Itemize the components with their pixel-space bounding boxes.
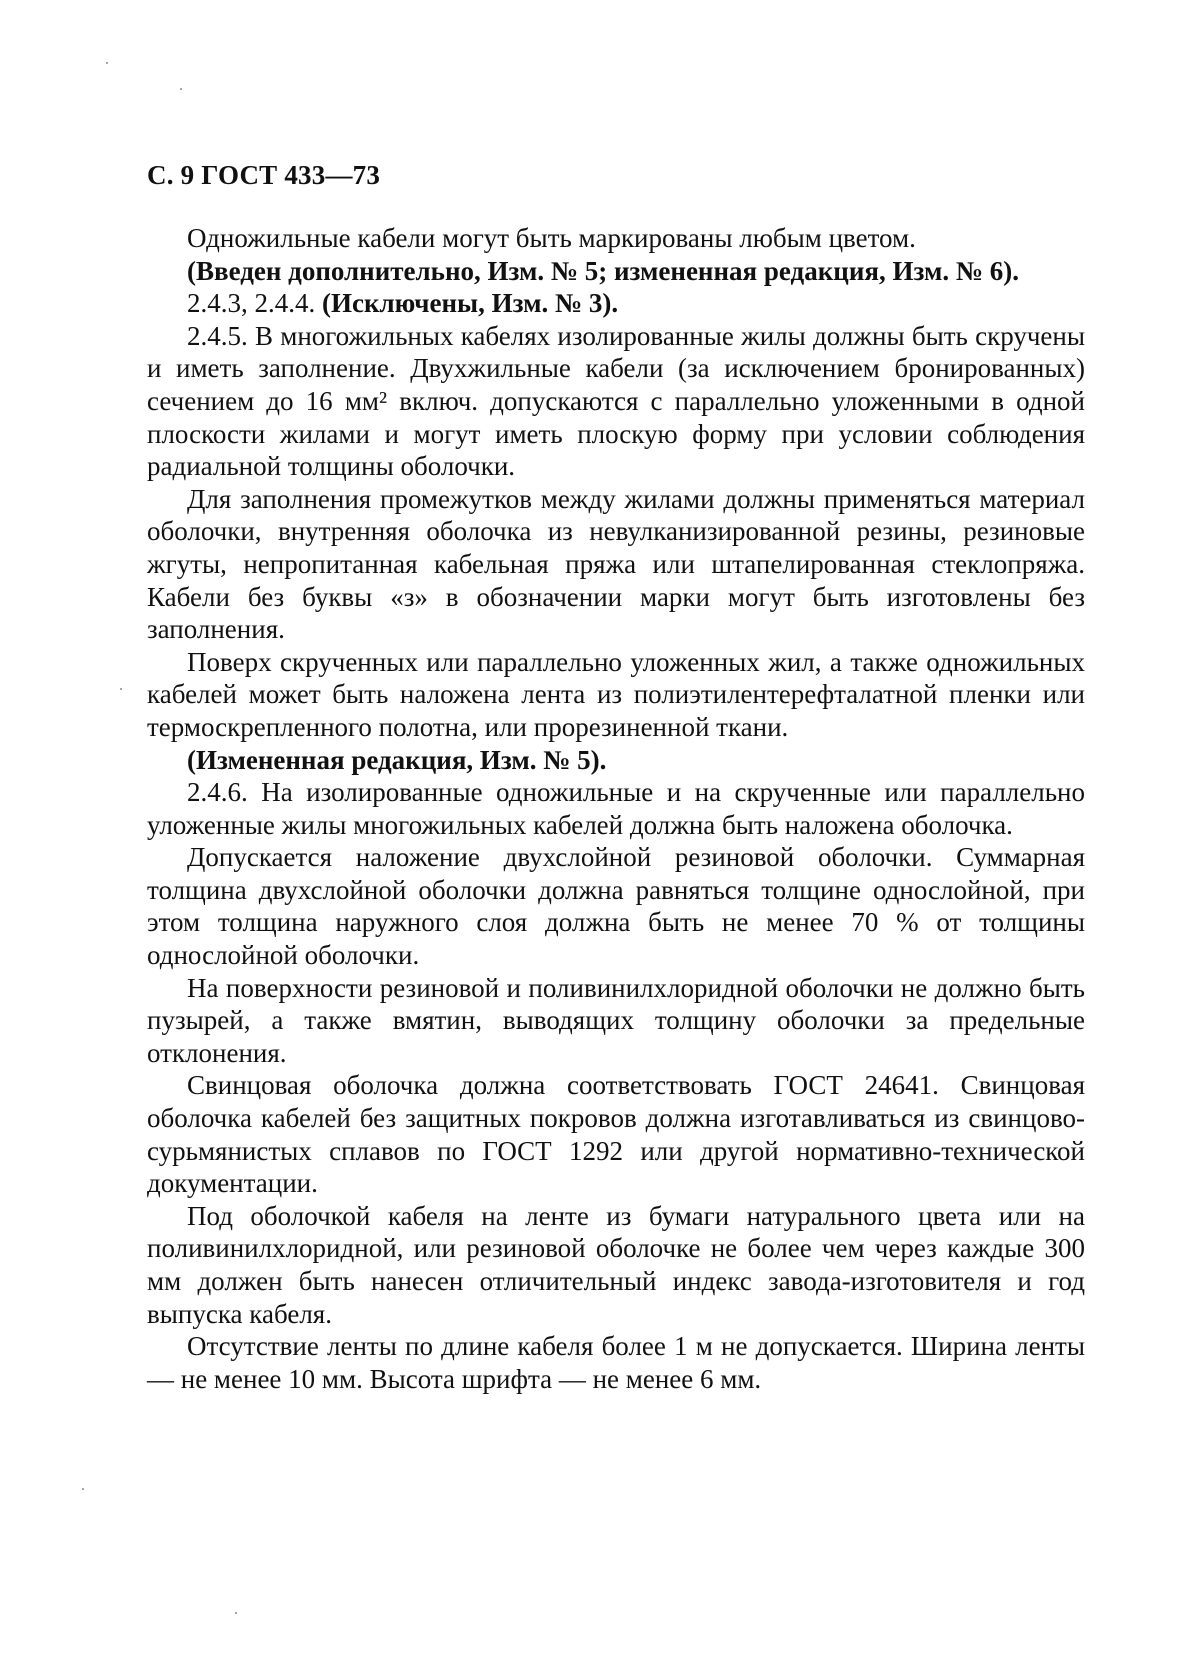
scan-speck bbox=[235, 1612, 237, 1614]
paragraph-filling: Для заполнения промежутков между жилами должны применяться материал оболочки, внутренняя оболочка из невулканизированной резины, резиновые жгуты, непропитанная кабельная пряжа или штапелированная стеклопряжа. Кабели без буквы «з» в обозначении марки могут быть изготовлены без заполнения. bbox=[147, 483, 1085, 645]
paragraph-two-layer-sheath: Допускается наложение двухслойной резиновой оболочки. Суммарная толщина двухслойной оболочки должна равняться толщине однослойной, при этом толщина наружного слоя должна быть не менее 70 % от толщины однослойной оболочки. bbox=[147, 842, 1085, 971]
page-header: С. 9 ГОСТ 433—73 bbox=[147, 160, 381, 190]
paragraph-sheath-surface: На поверхности резиновой и поливинилхлоридной оболочки не должно быть пузырей, а также вмятин, выводящих толщину оболочки за предельные отклонения. bbox=[147, 972, 1085, 1068]
paragraph-2-4-3 bbox=[147, 287, 1085, 320]
scan-speck bbox=[82, 1488, 84, 1490]
clause-number: 2.4.3, 2.4.4. bbox=[187, 288, 322, 319]
scan-speck bbox=[180, 88, 182, 90]
scan-speck bbox=[106, 62, 108, 64]
scan-speck bbox=[120, 688, 122, 690]
paragraph-2-4-5: 2.4.5. В многожильных кабелях изолированные жилы должны быть скручены и иметь заполнение. Двухжильные кабели (за исключением бронированных) сечением до 16 мм² включ. допускаются с параллельно уложенными в одной плоскости жилами и могут иметь плоскую форму при условии соблюдения радиальной толщины оболочки. bbox=[147, 320, 1085, 482]
amendment-note: (Введен дополнительно, Изм. № 5; измененная редакция, Изм. № 6). bbox=[187, 255, 1019, 286]
amendment-note: (Измененная редакция, Изм. № 5). bbox=[187, 744, 607, 775]
document-body bbox=[147, 222, 1085, 1395]
paragraph-2-4-6: 2.4.6. На изолированные одножильные и на скрученные или параллельно уложенные жилы многожильных кабелей должна быть наложена оболочка. bbox=[147, 777, 1085, 840]
amendment-note: (Исключены, Изм. № 3). bbox=[322, 288, 619, 319]
paragraph-tape-width: Отсутствие ленты по длине кабеля более 1 м не допускается. Ширина ленты — не менее 10 мм. Высота шрифта — не менее 6 мм. bbox=[147, 1331, 1085, 1394]
paragraph-tape: Поверх скрученных или параллельно уложенных жил, а также одножильных кабелей может быть наложена лента из полиэтилентерефталатной пленки или термоскрепленного полотна, или прорезиненной ткани. bbox=[147, 646, 1085, 742]
paragraph-single-core-marking: Одножильные кабели могут быть маркированы любым цветом. bbox=[187, 223, 916, 253]
paragraph-index-marking: Под оболочкой кабеля на ленте из бумаги натурального цвета или на поливинилхлоридной, или резиновой оболочке не более чем через каждые 300 мм должен быть нанесен отличительный индекс завода-изготовителя и год выпуска кабеля. bbox=[147, 1200, 1085, 1329]
paragraph-lead-sheath: Свинцовая оболочка должна соответствовать ГОСТ 24641. Свинцовая оболочка кабелей без защитных покровов должна изготавливаться из свинцово-сурьмянистых сплавов по ГОСТ 1292 или другой нормативно-технической документации. bbox=[147, 1070, 1085, 1199]
